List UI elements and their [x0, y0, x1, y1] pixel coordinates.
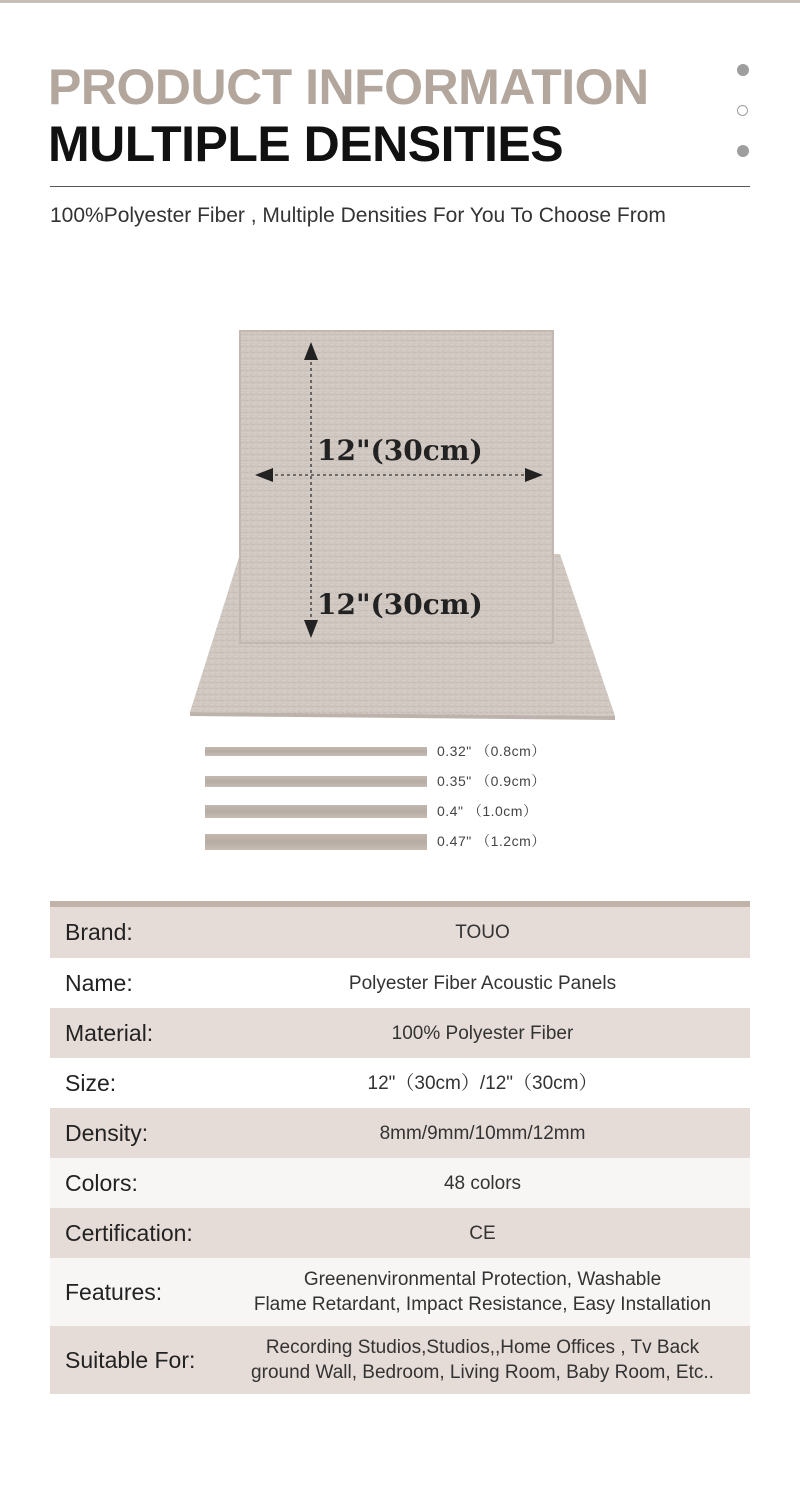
dot-icon — [737, 64, 749, 76]
acoustic-panel-illustration — [185, 328, 620, 720]
table-row — [50, 958, 750, 1008]
table-row — [50, 1108, 750, 1158]
spec-value: 48 colors — [443, 1172, 522, 1194]
spec-table — [50, 901, 750, 1394]
table-row — [50, 1258, 750, 1326]
table-row — [50, 1058, 750, 1108]
spec-value: 8mm/9mm/10mm/12mm — [379, 1122, 586, 1144]
carousel-dots — [737, 64, 751, 186]
spec-value-line: Greenenvironmental Protection, Washable — [303, 1269, 662, 1290]
thickness-option — [205, 770, 605, 800]
spec-key: Brand: — [65, 919, 133, 945]
spec-key: Size: — [65, 1069, 117, 1096]
thickness-label: 0.35" （0.9cm） — [437, 773, 546, 789]
divider — [50, 186, 750, 187]
height-label: 12"(30cm) — [317, 588, 483, 621]
spec-value: 12"（30cm）/12"（30cm） — [367, 1072, 598, 1094]
table-row — [50, 1208, 750, 1258]
table-row — [50, 1326, 750, 1394]
thickness-bar — [205, 834, 427, 850]
thickness-bar — [205, 776, 427, 787]
thickness-label: 0.47" （1.2cm） — [437, 833, 546, 849]
spec-value-line: Flame Retardant, Impact Resistance, Easy Installation — [253, 1294, 712, 1315]
top-rule — [0, 0, 800, 3]
spec-value — [225, 1267, 750, 1317]
spec-key: Name: — [65, 969, 133, 996]
table-row — [50, 907, 750, 958]
thickness-bar — [205, 747, 427, 756]
spec-key: Colors: — [65, 1169, 138, 1196]
dot-outline-icon — [737, 105, 748, 116]
spec-value: TOUO — [455, 922, 510, 943]
section-title: PRODUCT INFORMATION — [48, 59, 649, 115]
thickness-option — [205, 740, 605, 770]
spec-value-line: Recording Studios,Studios,,Home Offices , Tv Back — [265, 1337, 700, 1358]
thickness-label: 0.32" （0.8cm） — [437, 743, 546, 759]
subtitle: 100%Polyester Fiber , Multiple Densities For You To Choose From — [50, 204, 666, 227]
thickness-list — [205, 740, 605, 860]
spec-key: Features: — [65, 1278, 163, 1305]
spec-value: 100% Polyester Fiber — [391, 1022, 574, 1044]
spec-key: Density: — [65, 1119, 149, 1146]
thickness-bar — [205, 805, 427, 818]
thickness-option — [205, 800, 605, 830]
spec-key: Material: — [65, 1019, 154, 1046]
spec-value: Polyester Fiber Acoustic Panels — [348, 972, 617, 994]
table-row — [50, 1158, 750, 1208]
spec-key: Suitable For: — [65, 1346, 196, 1373]
table-row — [50, 1008, 750, 1058]
section-heading: MULTIPLE DENSITIES — [48, 116, 564, 172]
width-label: 12"(30cm) — [317, 434, 483, 467]
spec-value — [225, 1335, 750, 1385]
product-image — [185, 328, 620, 720]
spec-key: Certification: — [65, 1219, 193, 1246]
thickness-label: 0.4" （1.0cm） — [437, 803, 538, 819]
spec-value: CE — [469, 1222, 496, 1244]
dot-icon — [737, 145, 749, 157]
thickness-option — [205, 830, 605, 860]
spec-value-line: ground Wall, Bedroom, Living Room, Baby Room, Etc.. — [251, 1362, 714, 1383]
